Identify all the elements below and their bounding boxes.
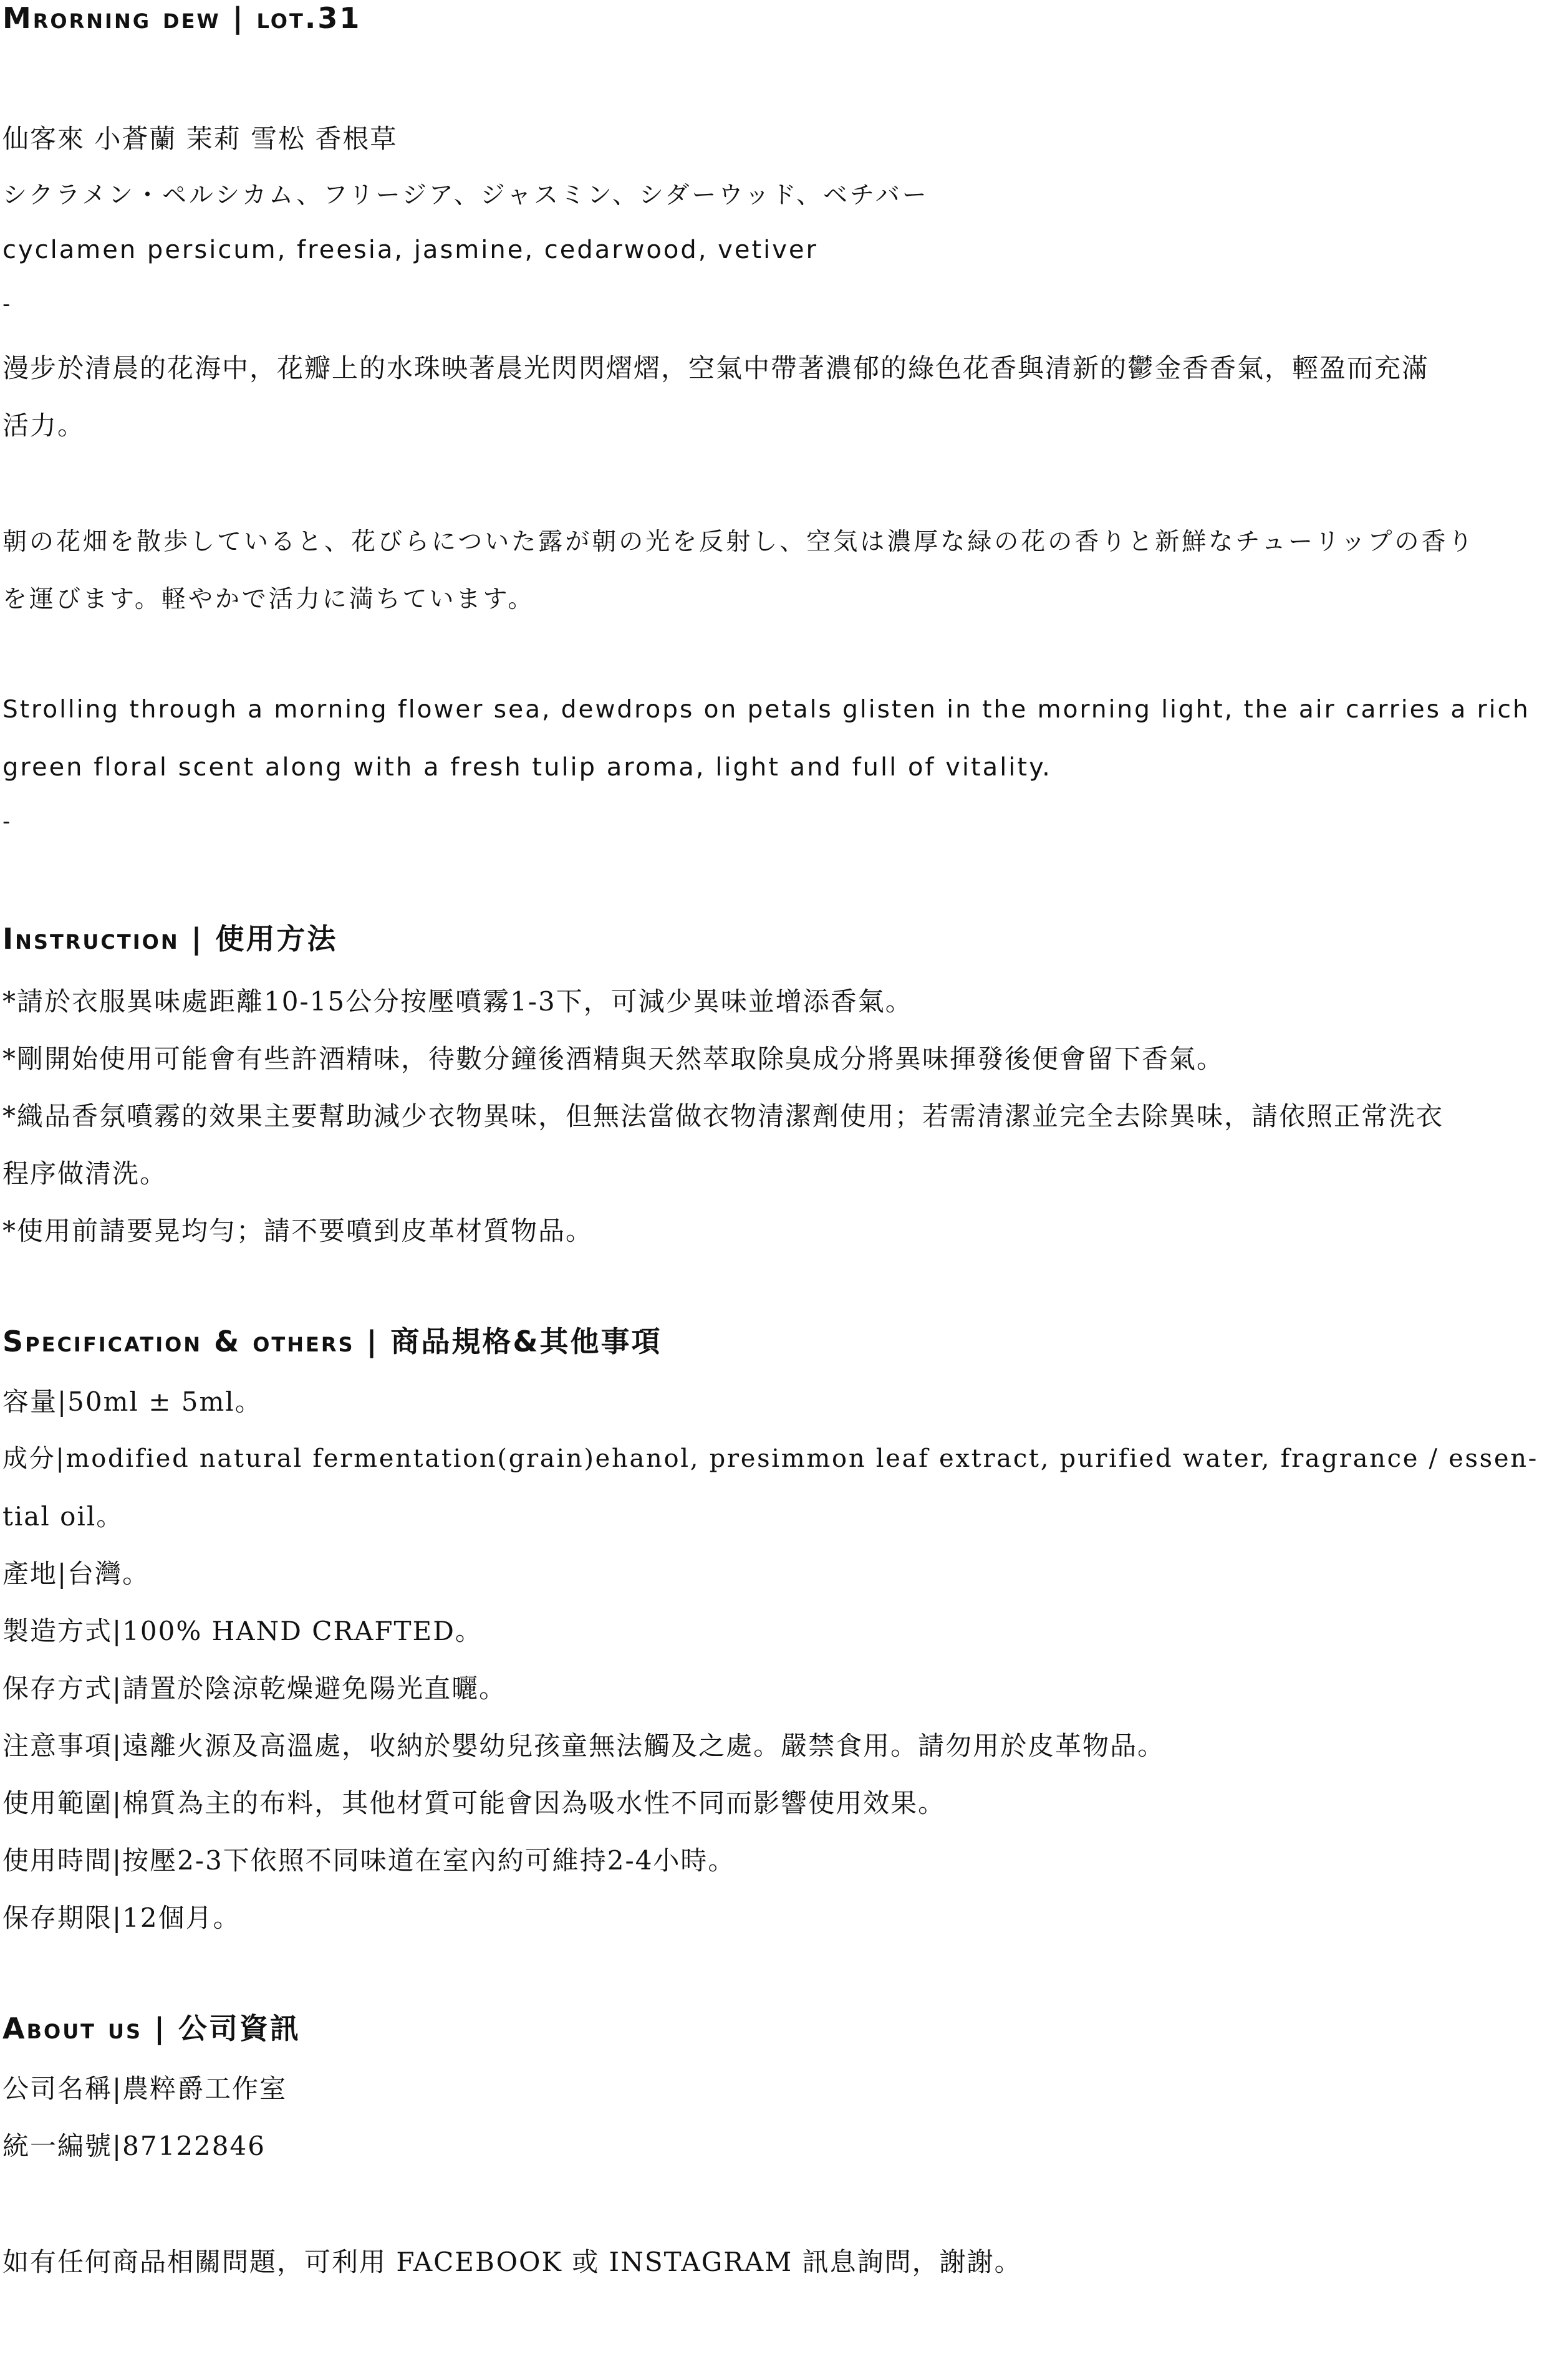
- description-japanese-line-1: 朝の花畑を散歩していると、花びらについた露が朝の光を反射し、空気は濃厚な緑の花の香りと新鮮なチューリップの香り: [2, 528, 1475, 556]
- spec-caution: 注意事項|遠離火源及高溫處，收納於嬰幼兒孩童無法觸及之處。嚴禁食用。請勿用於皮革物品。: [2, 1730, 1165, 1761]
- instruction-line: *剛開始使用可能會有些許酒精味，待數分鐘後酒精與天然萃取除臭成分將異味揮發後便會留下香氣。: [2, 1044, 1225, 1074]
- specification-heading: Specification & others | 商品規格&其他事項: [2, 1325, 662, 1358]
- instruction-line: *織品香氛噴霧的效果主要幫助減少衣物異味，但無法當做衣物清潔劑使用；若需清潔並完全去除異味，請依照正常洗衣: [2, 1101, 1444, 1131]
- about-contact: 如有任何商品相關問題，可利用 FACEBOOK 或 INSTAGRAM 訊息詢問，謝謝。: [2, 2247, 1022, 2277]
- description-japanese-line-2: を運びます。軽やかで活力に満ちています。: [2, 585, 535, 613]
- notes-english: cyclamen persicum, freesia, jasmine, cedarwood, vetiver: [2, 236, 818, 264]
- spec-capacity: 容量|50ml ± 5ml。: [2, 1386, 263, 1417]
- spec-ingredients-line-1: 成分|modified natural fermentation(grain)ehanol, presimmon leaf extract, purified water, fragrance / essen-: [2, 1444, 1538, 1473]
- spec-shelf-life: 保存期限|12個月。: [2, 1903, 241, 1933]
- spec-usage-range: 使用範圍|棉質為主的布料，其他材質可能會因為吸水性不同而影響使用效果。: [2, 1788, 946, 1818]
- notes-japanese: シクラメン・ペルシカム、フリージア、ジャスミン、シダーウッド、ベチバー: [2, 181, 929, 209]
- notes-chinese: 仙客來 小蒼蘭 茉莉 雪松 香根草: [2, 123, 398, 154]
- spec-storage: 保存方式|請置於陰涼乾燥避免陽光直曬。: [2, 1673, 507, 1704]
- description-english-line-2: green floral scent along with a fresh tulip aroma, light and full of vitality.: [2, 753, 1052, 782]
- about-heading: About us | 公司資訊: [2, 2012, 301, 2045]
- description-chinese-line-2: 活力。: [2, 410, 85, 441]
- about-company: 公司名稱|農粹爵工作室: [2, 2073, 287, 2104]
- spec-origin: 產地|台灣。: [2, 1558, 150, 1589]
- separator: -: [2, 292, 11, 317]
- description-chinese-line-1: 漫步於清晨的花海中，花瓣上的水珠映著晨光閃閃熠熠，空氣中帶著濃郁的綠色花香與清新的鬱金香香氣，輕盈而充滿: [2, 353, 1430, 383]
- spec-usage-time: 使用時間|按壓2-3下依照不同味道在室內約可維持2-4小時。: [2, 1845, 736, 1876]
- separator: -: [2, 809, 11, 834]
- instruction-line: 程序做清洗。: [2, 1158, 168, 1189]
- about-tax-id: 統一編號|87122846: [2, 2131, 266, 2161]
- instruction-heading: Instruction | 使用方法: [2, 922, 338, 956]
- instruction-line: *使用前請要晃均勻；請不要噴到皮革材質物品。: [2, 1216, 594, 1246]
- spec-method: 製造方式|100% HAND CRAFTED。: [2, 1616, 483, 1646]
- spec-ingredients-line-2: tial oil。: [2, 1501, 124, 1532]
- instruction-line: *請於衣服異味處距離10-15公分按壓噴霧1-3下，可減少異味並增添香氣。: [2, 986, 913, 1017]
- page-title: Mrorning dew | lot.31: [2, 1, 362, 35]
- description-english-line-1: Strolling through a morning flower sea, dewdrops on petals glisten in the morning light, the air carries a rich: [2, 696, 1530, 724]
